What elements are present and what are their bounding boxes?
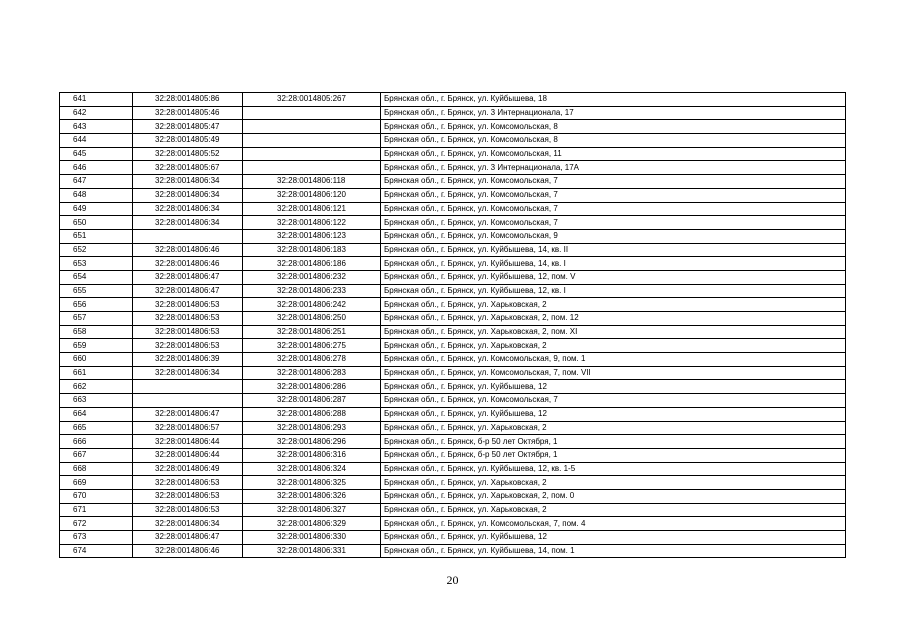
- table-row: [60, 175, 846, 189]
- parent-cadastral-number-cell: 32:28:0014806:46: [133, 544, 243, 558]
- address-cell: Брянская обл., г. Брянск, ул. Комсомольская, 11: [381, 147, 846, 161]
- parent-cadastral-number-cell: 32:28:0014805:47: [133, 120, 243, 134]
- table-row: [60, 134, 846, 148]
- address-cell: Брянская обл., г. Брянск, ул. Куйбышева, 14, кв. I: [381, 257, 846, 271]
- row-number-cell: 641: [60, 93, 133, 107]
- address-cell: Брянская обл., г. Брянск, ул. Куйбышева, 12: [381, 407, 846, 421]
- parent-cadastral-number-cell: 32:28:0014806:34: [133, 188, 243, 202]
- row-number-cell: 655: [60, 284, 133, 298]
- address-cell: Брянская обл., г. Брянск, ул. 3 Интернационала, 17: [381, 106, 846, 120]
- cadastral-number-cell: [243, 147, 381, 161]
- address-cell: Брянская обл., г. Брянск, б-р 50 лет Октября, 1: [381, 448, 846, 462]
- parent-cadastral-number-cell: 32:28:0014806:34: [133, 202, 243, 216]
- address-cell: Брянская обл., г. Брянск, ул. Комсомольская, 7: [381, 175, 846, 189]
- page-number: 20: [446, 573, 459, 587]
- row-number-cell: 644: [60, 134, 133, 148]
- parent-cadastral-number-cell: 32:28:0014806:44: [133, 435, 243, 449]
- parent-cadastral-number-cell: [133, 380, 243, 394]
- table-row: [60, 380, 846, 394]
- cadastral-registry-table: [59, 92, 846, 558]
- parent-cadastral-number-cell: 32:28:0014805:52: [133, 147, 243, 161]
- table-row: [60, 394, 846, 408]
- table-row: [60, 216, 846, 230]
- row-number-cell: 668: [60, 462, 133, 476]
- cadastral-number-cell: [243, 134, 381, 148]
- row-number-cell: 653: [60, 257, 133, 271]
- parent-cadastral-number-cell: 32:28:0014806:39: [133, 353, 243, 367]
- row-number-cell: 652: [60, 243, 133, 257]
- table-row: [60, 544, 846, 558]
- table-row: [60, 270, 846, 284]
- parent-cadastral-number-cell: [133, 229, 243, 243]
- cadastral-number-cell: 32:28:0014806:327: [243, 503, 381, 517]
- cadastral-number-cell: 32:28:0014806:325: [243, 476, 381, 490]
- parent-cadastral-number-cell: 32:28:0014806:53: [133, 312, 243, 326]
- address-cell: Брянская обл., г. Брянск, ул. Комсомольская, 8: [381, 120, 846, 134]
- table-row: [60, 503, 846, 517]
- row-number-cell: 645: [60, 147, 133, 161]
- table-row: [60, 353, 846, 367]
- address-cell: Брянская обл., г. Брянск, ул. Куйбышева, 12: [381, 380, 846, 394]
- address-cell: Брянская обл., г. Брянск, ул. Куйбышева, 12, кв. I: [381, 284, 846, 298]
- cadastral-number-cell: 32:28:0014806:120: [243, 188, 381, 202]
- table-row: [60, 339, 846, 353]
- row-number-cell: 647: [60, 175, 133, 189]
- parent-cadastral-number-cell: 32:28:0014806:46: [133, 257, 243, 271]
- row-number-cell: 665: [60, 421, 133, 435]
- row-number-cell: 656: [60, 298, 133, 312]
- table-row: [60, 243, 846, 257]
- table-row: [60, 325, 846, 339]
- cadastral-number-cell: 32:28:0014806:250: [243, 312, 381, 326]
- row-number-cell: 664: [60, 407, 133, 421]
- row-number-cell: 670: [60, 489, 133, 503]
- table-row: [60, 229, 846, 243]
- parent-cadastral-number-cell: 32:28:0014806:47: [133, 284, 243, 298]
- parent-cadastral-number-cell: 32:28:0014805:86: [133, 93, 243, 107]
- cadastral-number-cell: 32:28:0014806:275: [243, 339, 381, 353]
- address-cell: Брянская обл., г. Брянск, ул. Харьковская, 2: [381, 476, 846, 490]
- row-number-cell: 672: [60, 517, 133, 531]
- parent-cadastral-number-cell: 32:28:0014806:34: [133, 517, 243, 531]
- table-row: [60, 421, 846, 435]
- cadastral-number-cell: [243, 106, 381, 120]
- table-row: [60, 161, 846, 175]
- parent-cadastral-number-cell: 32:28:0014806:44: [133, 448, 243, 462]
- table-row: [60, 462, 846, 476]
- cadastral-number-cell: 32:28:0014806:122: [243, 216, 381, 230]
- address-cell: Брянская обл., г. Брянск, ул. Комсомольская, 7: [381, 394, 846, 408]
- cadastral-number-cell: 32:28:0014806:329: [243, 517, 381, 531]
- row-number-cell: 661: [60, 366, 133, 380]
- row-number-cell: 650: [60, 216, 133, 230]
- cadastral-number-cell: 32:28:0014806:121: [243, 202, 381, 216]
- row-number-cell: 658: [60, 325, 133, 339]
- parent-cadastral-number-cell: 32:28:0014806:53: [133, 325, 243, 339]
- row-number-cell: 663: [60, 394, 133, 408]
- table-row: [60, 489, 846, 503]
- table-row: [60, 407, 846, 421]
- row-number-cell: 659: [60, 339, 133, 353]
- table-row: [60, 106, 846, 120]
- address-cell: Брянская обл., г. Брянск, ул. Харьковская, 2: [381, 339, 846, 353]
- cadastral-number-cell: 32:28:0014806:242: [243, 298, 381, 312]
- address-cell: Брянская обл., г. Брянск, ул. Харьковская, 2: [381, 298, 846, 312]
- table-row: [60, 202, 846, 216]
- parent-cadastral-number-cell: 32:28:0014806:47: [133, 270, 243, 284]
- row-number-cell: 648: [60, 188, 133, 202]
- cadastral-number-cell: 32:28:0014806:326: [243, 489, 381, 503]
- row-number-cell: 649: [60, 202, 133, 216]
- row-number-cell: 666: [60, 435, 133, 449]
- table-row: [60, 147, 846, 161]
- parent-cadastral-number-cell: 32:28:0014806:34: [133, 175, 243, 189]
- row-number-cell: 643: [60, 120, 133, 134]
- parent-cadastral-number-cell: [133, 394, 243, 408]
- parent-cadastral-number-cell: 32:28:0014805:67: [133, 161, 243, 175]
- table-row: [60, 531, 846, 545]
- row-number-cell: 667: [60, 448, 133, 462]
- parent-cadastral-number-cell: 32:28:0014806:53: [133, 503, 243, 517]
- cadastral-number-cell: 32:28:0014806:330: [243, 531, 381, 545]
- address-cell: Брянская обл., г. Брянск, ул. Харьковская, 2, пом. 12: [381, 312, 846, 326]
- row-number-cell: 671: [60, 503, 133, 517]
- parent-cadastral-number-cell: 32:28:0014805:46: [133, 106, 243, 120]
- parent-cadastral-number-cell: 32:28:0014806:53: [133, 476, 243, 490]
- table-row: [60, 517, 846, 531]
- address-cell: Брянская обл., г. Брянск, ул. Харьковская, 2: [381, 421, 846, 435]
- cadastral-number-cell: 32:28:0014806:186: [243, 257, 381, 271]
- cadastral-number-cell: 32:28:0014806:278: [243, 353, 381, 367]
- address-cell: Брянская обл., г. Брянск, ул. Куйбышева, 14, пом. 1: [381, 544, 846, 558]
- address-cell: Брянская обл., г. Брянск, ул. Комсомольская, 8: [381, 134, 846, 148]
- parent-cadastral-number-cell: 32:28:0014805:49: [133, 134, 243, 148]
- cadastral-number-cell: 32:28:0014806:232: [243, 270, 381, 284]
- table-row: [60, 188, 846, 202]
- table-row: [60, 120, 846, 134]
- parent-cadastral-number-cell: 32:28:0014806:53: [133, 489, 243, 503]
- cadastral-number-cell: 32:28:0014806:316: [243, 448, 381, 462]
- cadastral-number-cell: [243, 120, 381, 134]
- row-number-cell: 669: [60, 476, 133, 490]
- parent-cadastral-number-cell: 32:28:0014806:34: [133, 216, 243, 230]
- row-number-cell: 673: [60, 531, 133, 545]
- address-cell: Брянская обл., г. Брянск, ул. Харьковская, 2, пом. XI: [381, 325, 846, 339]
- parent-cadastral-number-cell: 32:28:0014806:47: [133, 407, 243, 421]
- address-cell: Брянская обл., г. Брянск, ул. Куйбышева, 12, кв. 1-5: [381, 462, 846, 476]
- cadastral-number-cell: 32:28:0014805:267: [243, 93, 381, 107]
- row-number-cell: 651: [60, 229, 133, 243]
- address-cell: Брянская обл., г. Брянск, ул. Комсомольская, 7: [381, 188, 846, 202]
- cadastral-number-cell: 32:28:0014806:331: [243, 544, 381, 558]
- cadastral-number-cell: [243, 161, 381, 175]
- cadastral-number-cell: 32:28:0014806:251: [243, 325, 381, 339]
- cadastral-number-cell: 32:28:0014806:283: [243, 366, 381, 380]
- row-number-cell: 674: [60, 544, 133, 558]
- parent-cadastral-number-cell: 32:28:0014806:53: [133, 298, 243, 312]
- address-cell: Брянская обл., г. Брянск, ул. Харьковская, 2: [381, 503, 846, 517]
- table-row: [60, 298, 846, 312]
- address-cell: Брянская обл., г. Брянск, ул. Куйбышева, 18: [381, 93, 846, 107]
- address-cell: Брянская обл., г. Брянск, ул. Комсомольская, 9: [381, 229, 846, 243]
- cadastral-number-cell: 32:28:0014806:123: [243, 229, 381, 243]
- table-row: [60, 257, 846, 271]
- address-cell: Брянская обл., г. Брянск, ул. 3 Интернационала, 17А: [381, 161, 846, 175]
- cadastral-number-cell: 32:28:0014806:118: [243, 175, 381, 189]
- parent-cadastral-number-cell: 32:28:0014806:46: [133, 243, 243, 257]
- row-number-cell: 660: [60, 353, 133, 367]
- address-cell: Брянская обл., г. Брянск, ул. Куйбышева, 12, пом. V: [381, 270, 846, 284]
- table-row: [60, 435, 846, 449]
- table-row: [60, 93, 846, 107]
- cadastral-number-cell: 32:28:0014806:286: [243, 380, 381, 394]
- parent-cadastral-number-cell: 32:28:0014806:34: [133, 366, 243, 380]
- address-cell: Брянская обл., г. Брянск, ул. Харьковская, 2, пом. 0: [381, 489, 846, 503]
- table-row: [60, 366, 846, 380]
- cadastral-number-cell: 32:28:0014806:293: [243, 421, 381, 435]
- table-row: [60, 284, 846, 298]
- row-number-cell: 642: [60, 106, 133, 120]
- table-row: [60, 312, 846, 326]
- cadastral-number-cell: 32:28:0014806:233: [243, 284, 381, 298]
- cadastral-number-cell: 32:28:0014806:324: [243, 462, 381, 476]
- cadastral-number-cell: 32:28:0014806:183: [243, 243, 381, 257]
- address-cell: Брянская обл., г. Брянск, ул. Комсомольская, 7, пом. VII: [381, 366, 846, 380]
- address-cell: Брянская обл., г. Брянск, ул. Куйбышева, 12: [381, 531, 846, 545]
- address-cell: Брянская обл., г. Брянск, ул. Куйбышева, 14, кв. II: [381, 243, 846, 257]
- address-cell: Брянская обл., г. Брянск, б-р 50 лет Октября, 1: [381, 435, 846, 449]
- cadastral-number-cell: 32:28:0014806:287: [243, 394, 381, 408]
- row-number-cell: 662: [60, 380, 133, 394]
- table-row: [60, 476, 846, 490]
- parent-cadastral-number-cell: 32:28:0014806:57: [133, 421, 243, 435]
- row-number-cell: 646: [60, 161, 133, 175]
- cadastral-number-cell: 32:28:0014806:296: [243, 435, 381, 449]
- address-cell: Брянская обл., г. Брянск, ул. Комсомольская, 7: [381, 202, 846, 216]
- address-cell: Брянская обл., г. Брянск, ул. Комсомольская, 7: [381, 216, 846, 230]
- parent-cadastral-number-cell: 32:28:0014806:49: [133, 462, 243, 476]
- address-cell: Брянская обл., г. Брянск, ул. Комсомольская, 9, пом. 1: [381, 353, 846, 367]
- row-number-cell: 657: [60, 312, 133, 326]
- table-row: [60, 448, 846, 462]
- row-number-cell: 654: [60, 270, 133, 284]
- table-body: [60, 93, 846, 558]
- address-cell: Брянская обл., г. Брянск, ул. Комсомольская, 7, пом. 4: [381, 517, 846, 531]
- cadastral-number-cell: 32:28:0014806:288: [243, 407, 381, 421]
- parent-cadastral-number-cell: 32:28:0014806:47: [133, 531, 243, 545]
- parent-cadastral-number-cell: 32:28:0014806:53: [133, 339, 243, 353]
